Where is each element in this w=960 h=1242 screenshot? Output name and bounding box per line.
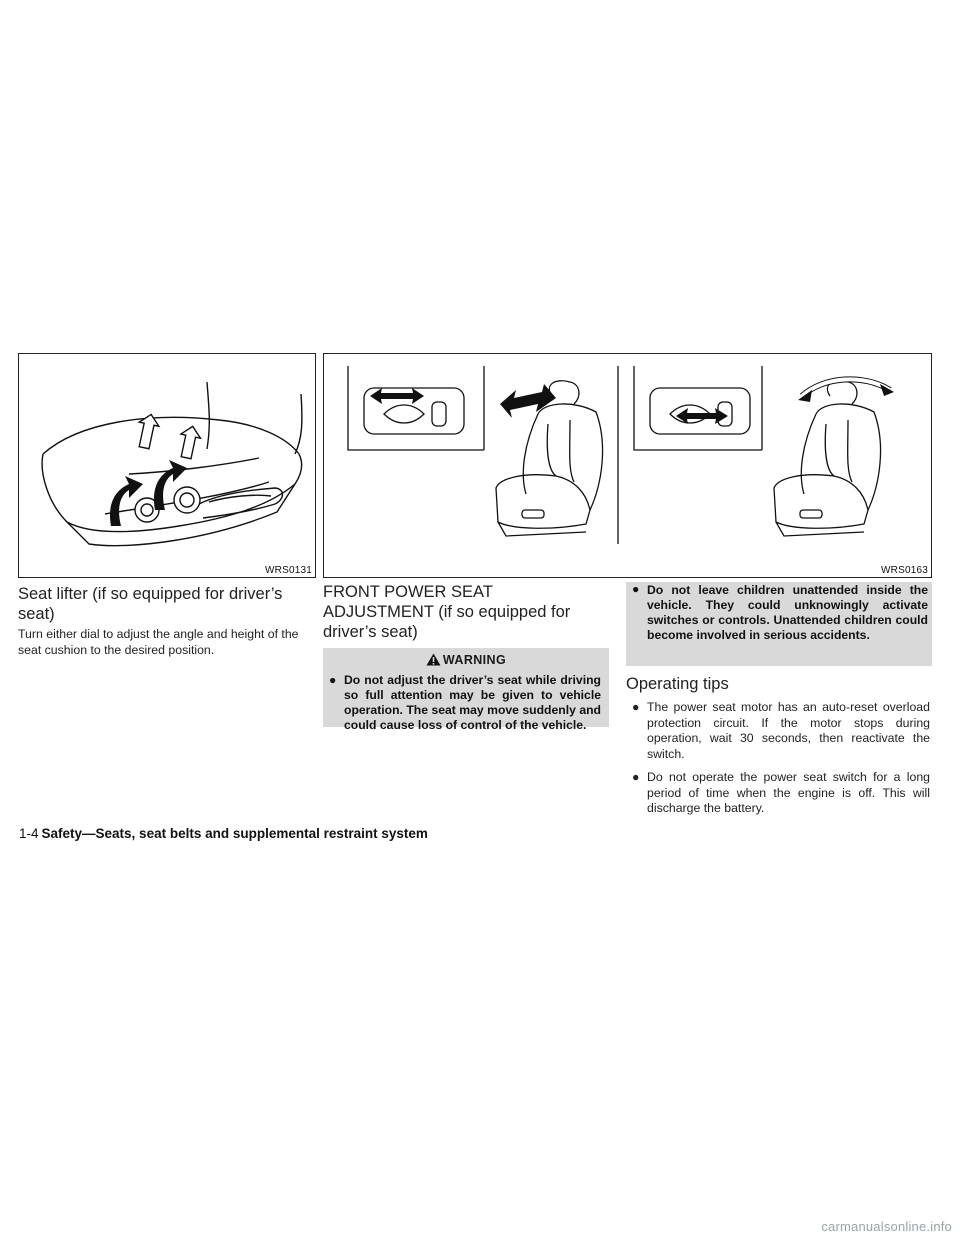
tip-text-2: Do not operate the power seat switch for a long period of time when the engine is off. This will discharge the battery. [647, 770, 930, 815]
warning-item-children [626, 582, 932, 643]
page-number: 1-4 [19, 826, 39, 841]
warning-box-driver-seat [323, 648, 609, 732]
power-seat-heading: FRONT POWER SEAT ADJUSTMENT (if so equipped for driver’s seat) [323, 583, 571, 641]
operating-tips-list [626, 700, 930, 817]
seat-lifter-illustration [19, 354, 316, 578]
seat-lifter-heading: Seat lifter (if so equipped for driver’s seat) [18, 585, 283, 623]
warning-text-driving: Do not adjust the driver’s seat while driving so full attention may be given to vehicle operation. The seat may move suddenly and could cause loss of control of the vehicle. [344, 673, 601, 732]
watermark: carmanualsonline.info [821, 1219, 952, 1234]
warning-title: WARNING [442, 653, 507, 667]
page-footer [19, 826, 428, 841]
bullet-dot: ● [632, 700, 640, 714]
warning-text-children: Do not leave children unattended inside the vehicle. They could unknowingly activate switches or controls. Unattended children could become involved in serious accidents. [647, 583, 928, 642]
tip-item [626, 700, 930, 762]
figure-code-right: WRS0163 [881, 565, 928, 576]
seat-lifter-text: Turn either dial to adjust the angle and height of the seat cushion to the desired position. [18, 627, 299, 657]
bullet-dot: ● [329, 673, 337, 687]
warning-box-children [626, 582, 932, 666]
operating-tips-heading: Operating tips [626, 675, 729, 693]
warning-header [323, 648, 609, 673]
section-title: Safety—Seats, seat belts and supplemental restraint system [41, 826, 428, 841]
figure-seat-lifter [18, 353, 316, 578]
figure-power-seat [323, 353, 932, 578]
bullet-dot: ● [632, 582, 640, 596]
warning-item-driving [323, 673, 609, 733]
warning-triangle-icon [426, 653, 441, 666]
tip-text-1: The power seat motor has an auto-reset overload protection circuit. If the motor stops during operation, wait 30 seconds, then reactivate the switch. [647, 700, 930, 761]
power-seat-illustration [324, 354, 932, 578]
bullet-dot: ● [632, 770, 640, 784]
tip-item [626, 770, 930, 817]
figure-code-left: WRS0131 [265, 565, 312, 576]
